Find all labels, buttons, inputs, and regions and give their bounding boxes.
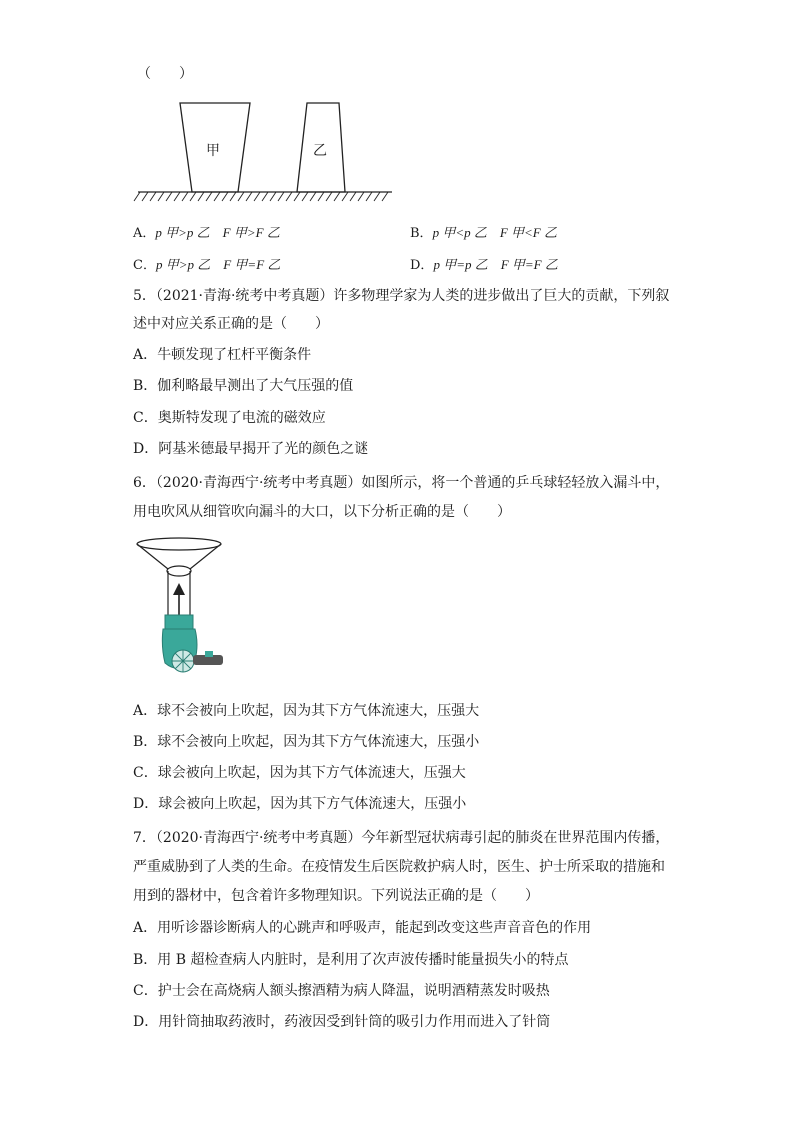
q6-option-d: D．球会被向上吹起，因为其下方气体流速大，压强小: [133, 796, 467, 812]
q4-option-a: A．p 甲>p 乙 F 甲>F 乙: [133, 225, 280, 241]
q5-option-c: C．奥斯特发现了电流的磁效应: [133, 410, 326, 426]
container-jia-label: 甲: [206, 143, 220, 159]
q5-stem-line-2: 述中对应关系正确的是（ ）: [133, 316, 329, 332]
q6-option-a: A．球不会被向上吹起，因为其下方气体流速大，压强大: [133, 703, 480, 719]
q6-stem-line-2: 用电吹风从细管吹向漏斗的大口，以下分析正确的是（ ）: [133, 504, 511, 520]
q5-option-d: D．阿基米德最早揭开了光的颜色之谜: [133, 441, 369, 457]
q7-option-a: A．用听诊器诊断病人的心跳声和呼吸声，能起到改变这些声音音色的作用: [133, 920, 592, 936]
ground-hatching: [134, 192, 388, 201]
q4-option-b: B．p 甲<p 乙 F 甲<F 乙: [410, 225, 557, 241]
q5-stem-line-1: 5．（2021·青海·统考中考真题）许多物理学家为人类的进步做出了巨大的贡献，下列叙: [133, 288, 670, 304]
q5-option-b: B．伽利略最早测出了大气压强的值: [133, 378, 354, 394]
q6-option-c: C．球会被向上吹起，因为其下方气体流速大，压强大: [133, 765, 466, 781]
q7-option-c: C．护士会在高烧病人额头擦酒精为病人降温，说明酒精蒸发时吸热: [133, 983, 550, 999]
q6-option-b: B．球不会被向上吹起，因为其下方气体流速大，压强小: [133, 734, 480, 750]
container-yi-label: 乙: [313, 143, 327, 159]
q7-option-d: D．用针筒抽取药液时，药液因受到针筒的吸引力作用而进入了针筒: [133, 1014, 551, 1030]
q7-option-b: B．用 B 超检查病人内脏时，是利用了次声波传播时能量损失小的特点: [133, 952, 569, 968]
funnel-rim: [137, 538, 221, 550]
q6-stem-line-1: 6．（2020·青海西宁·统考中考真题）如图所示，将一个普通的乒乓球轻轻放入漏斗中，: [133, 475, 670, 491]
ping-pong-ball: [167, 566, 191, 576]
containers-figure: [130, 95, 400, 210]
q4-option-c: C．p 甲>p 乙 F 甲=F 乙: [133, 257, 281, 273]
q7-stem-line-2: 严重威胁到了人类的生命。在疫情发生后医院救护病人时，医生、护士所采取的措施和: [133, 859, 665, 875]
q7-stem-line-1: 7．（2020·青海西宁·统考中考真题）今年新型冠状病毒引起的肺炎在世界范围内传播，: [133, 830, 670, 846]
question-answer-bracket: （ ）: [137, 66, 193, 82]
q4-option-d: D．p 甲=p 乙 F 甲=F 乙: [410, 257, 558, 273]
funnel-dryer-figure: [135, 535, 235, 680]
q5-option-a: A．牛顿发现了杠杆平衡条件: [133, 347, 312, 363]
q7-stem-line-3: 用到的器材中，包含着许多物理知识。下列说法正确的是（ ）: [133, 888, 539, 904]
